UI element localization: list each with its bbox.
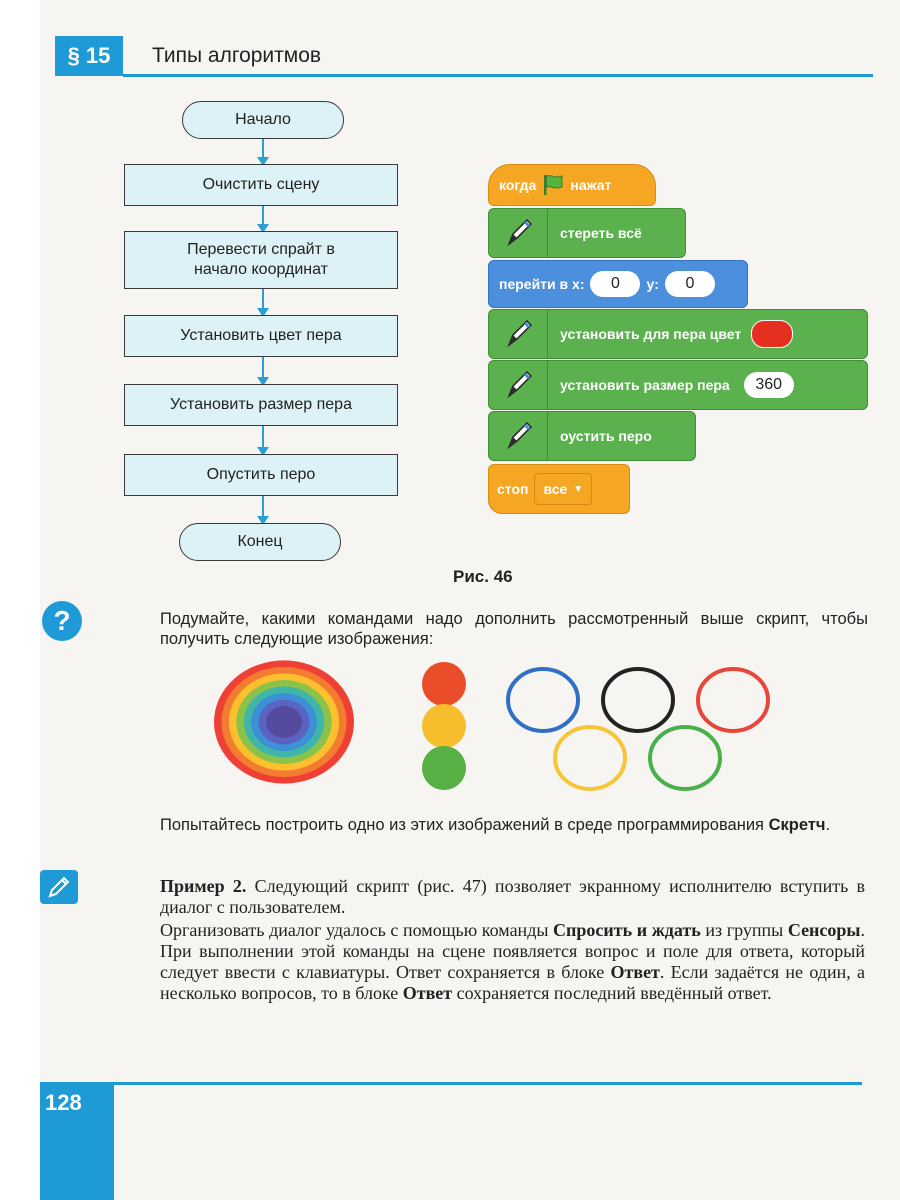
pen-extension-segment	[489, 310, 548, 358]
pen-icon	[501, 368, 535, 402]
chapter-title: Типы алгоритмов	[152, 44, 322, 67]
set-size-label: установить размер пера	[560, 377, 730, 393]
question-icon: ?	[42, 601, 82, 641]
block-stop	[488, 464, 630, 514]
flowchart-step-color: Установить цвет пера	[124, 315, 398, 357]
traffic-light-circle	[422, 746, 466, 790]
pen-extension-segment	[489, 209, 548, 257]
goto-y-label: y:	[646, 276, 659, 292]
flowchart-start: Начало	[182, 101, 344, 139]
stop-label: стоп	[497, 481, 529, 497]
rainbow-ring	[266, 706, 302, 738]
pen-extension-segment	[489, 412, 548, 460]
goto-label: перейти в x:	[499, 276, 585, 292]
pen-down-label: оустить перо	[560, 428, 652, 444]
question-text: Подумайте, какими командами надо дополнить рассмотренный выше скрипт, чтобы получить следующие изображения:	[160, 610, 868, 648]
flowchart-step-move: Перевести спрайт в начало координат	[124, 231, 398, 289]
block-set-pen-color	[488, 309, 868, 359]
traffic-light-circle	[422, 704, 466, 748]
flowchart-step-pen-down: Опустить перо	[124, 454, 398, 496]
hat-label: когда	[499, 177, 537, 193]
flowchart-arrow	[262, 496, 264, 523]
page-number: 128	[45, 1090, 82, 1115]
figure-caption: Рис. 46	[453, 567, 513, 586]
header-rule	[123, 74, 873, 77]
block-clear	[488, 208, 686, 258]
olympic-ring	[650, 727, 720, 789]
olympic-ring	[508, 669, 578, 731]
section-badge: § 15	[55, 36, 123, 76]
olympic-ring	[555, 727, 625, 789]
stop-option-label: все	[543, 481, 568, 497]
stop-dropdown[interactable]	[534, 473, 592, 505]
olympic-ring	[603, 669, 673, 731]
flowchart-step-clear: Очистить сцену	[124, 164, 398, 206]
set-color-label: установить для пера цвет	[560, 326, 742, 342]
try-text: Попытайтесь построить одно из этих изображений в среде программирования Скретч.	[160, 816, 831, 834]
block-clear-label: стереть всё	[560, 225, 642, 241]
block-goto-xy	[488, 260, 748, 308]
goto-y-input[interactable]: 0	[665, 271, 715, 297]
hat-block-when-flag-clicked	[488, 164, 656, 206]
pen-icon	[501, 317, 535, 351]
block-pen-down	[488, 411, 696, 461]
pen-color-swatch[interactable]	[751, 320, 793, 348]
flowchart-arrow	[262, 426, 264, 454]
pen-extension-segment	[489, 361, 548, 409]
flowchart-end: Конец	[179, 523, 341, 561]
example-paragraph-2: Организовать диалог удалось с помощью команды Спросить и ждать из группы Сенсоры. При выполнении этой команды на сцене появляется вопрос и поле для ответа, который следует ввести с клавиатуры. Ответ сохраняется в блоке Ответ. Если задаётся не один, а несколько вопросов, то в блоке Ответ сохраняется последний введённый ответ.	[160, 920, 865, 1003]
olympic-ring	[698, 669, 768, 731]
rainbow-circles-image	[212, 660, 356, 784]
pencil-icon	[40, 870, 78, 904]
green-flag-icon	[542, 173, 564, 197]
olympic-rings-image	[505, 660, 777, 792]
footer-rule	[114, 1082, 862, 1085]
flowchart-arrow	[262, 289, 264, 315]
pen-size-input[interactable]: 360	[744, 372, 794, 398]
goto-x-input[interactable]: 0	[590, 271, 640, 297]
flowchart-step-size: Установить размер пера	[124, 384, 398, 426]
flowchart-arrow	[262, 206, 264, 231]
pen-icon	[501, 216, 535, 250]
hat-label-2: нажат	[570, 177, 612, 193]
flowchart-arrow	[262, 357, 264, 384]
block-set-pen-size	[488, 360, 868, 410]
traffic-light-circle	[422, 662, 466, 706]
flowchart-arrow	[262, 139, 264, 164]
traffic-light-image	[418, 660, 472, 790]
chevron-down-icon: ▼	[573, 483, 584, 495]
page-margin	[0, 0, 40, 1200]
example-paragraph-1: Пример 2. Следующий скрипт (рис. 47) позволяет экранному исполнителю вступить в диалог с пользователем.	[160, 876, 865, 917]
pen-icon	[501, 419, 535, 453]
